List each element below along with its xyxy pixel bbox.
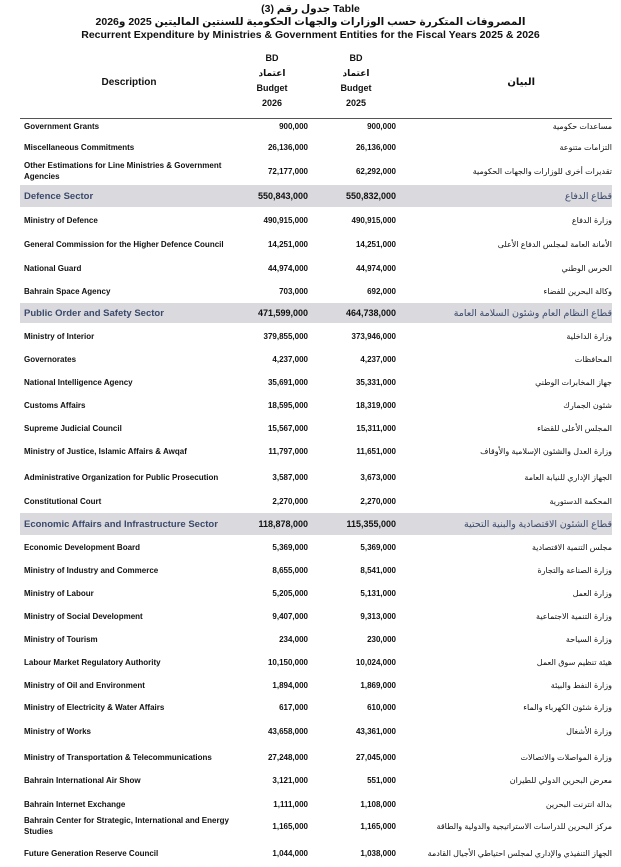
currency-label: BD: [265, 53, 279, 63]
value-2026: 11,797,000: [268, 446, 308, 456]
value-2026: 550,843,000: [257, 191, 308, 201]
row-description-ar: وكالة البحرين للفضاء: [543, 286, 612, 296]
value-2025: 44,974,000: [355, 263, 396, 273]
table-row: [20, 329, 612, 343]
value-2025: 5,369,000: [360, 542, 396, 552]
row-description-en: Ministry of Justice, Islamic Affairs & Awqaf: [24, 446, 187, 456]
table-row: [20, 632, 612, 646]
value-2026: 44,974,000: [267, 263, 308, 273]
row-description-en: Ministry of Electricity & Water Affairs: [24, 702, 165, 712]
table-row: [20, 773, 612, 787]
value-2025: 1,108,000: [360, 799, 396, 809]
row-description-en: Ministry of Tourism: [24, 634, 98, 644]
value-2026: 118,878,000: [258, 519, 308, 529]
table-row: [20, 609, 612, 623]
row-description-en: Government Grants: [24, 121, 100, 131]
table-row: [20, 750, 612, 764]
row-description-ar: مساعدات حكومية: [552, 121, 612, 131]
value-2026: 10,150,000: [267, 657, 308, 667]
budget-label: Budget: [256, 83, 288, 93]
year-label: 2026: [261, 98, 283, 108]
row-description-ar: التزامات متنوعة: [559, 142, 612, 152]
row-description-en: Ministry of Transportation & Telecommunications: [24, 752, 212, 762]
table-header: [0, 51, 621, 117]
row-description-en: Bahrain Center for Strategic, International and Energy Studies: [24, 816, 229, 836]
row-description-ar: الحرس الوطني: [561, 263, 612, 273]
value-2026: 3,121,000: [272, 775, 308, 785]
value-2026: 5,369,000: [272, 542, 308, 552]
value-2026: 5,205,000: [272, 588, 308, 598]
table-row: [20, 284, 612, 298]
table-row: [20, 700, 612, 714]
row-description-ar: وزارة السياحة: [565, 634, 612, 644]
table-row: [20, 797, 612, 811]
value-2025: 18,319,000: [355, 400, 396, 410]
row-description-en: Ministry of Oil and Environment: [24, 680, 145, 690]
row-description-ar: وزارة العمل: [572, 588, 612, 598]
value-2025: 2,270,000: [360, 496, 396, 506]
row-description-ar: المحكمة الدستورية: [549, 496, 612, 506]
value-2025: 464,738,000: [345, 308, 396, 318]
value-2025: 9,313,000: [360, 611, 396, 621]
row-description-en: Ministry of Social Development: [24, 611, 143, 621]
value-2026: 617,000: [279, 702, 308, 712]
row-description-en: Future Generation Reserve Council: [24, 848, 159, 858]
row-description-en: Miscellaneous Commitments: [24, 142, 135, 152]
row-description-ar: الأمانة العامة لمجلس الدفاع الأعلى: [497, 239, 612, 249]
row-description-ar: قطاع الشئون الاقتصادية والبنية التحتية: [464, 518, 612, 530]
row-description-ar: مركز البحرين للدراسات الاستراتيجية والدولية والطاقة: [436, 821, 612, 831]
row-description-ar: الجهاز التنفيذي والإداري لمجلس احتياطي الأجيال القادمة: [427, 848, 612, 858]
row-description-en: Ministry of Defence: [24, 215, 98, 225]
value-2025: 26,136,000: [355, 142, 396, 152]
value-2026: 490,915,000: [263, 215, 308, 225]
table-row: [20, 655, 612, 669]
value-2025: 1,165,000: [360, 821, 396, 831]
table-row: [20, 375, 612, 389]
column-2026-header: [242, 51, 302, 111]
value-2025: 1,038,000: [360, 848, 396, 858]
value-2026: 27,248,000: [267, 752, 308, 762]
row-description-ar: تقديرات أخرى للوزارات والجهات الحكومية: [472, 166, 612, 176]
approval-label: اعتماد: [342, 68, 370, 78]
row-description-en: Bahrain Space Agency: [24, 286, 111, 296]
value-2026: 703,000: [279, 286, 308, 296]
table-row: [20, 846, 612, 860]
value-2026: 9,407,000: [272, 611, 308, 621]
row-description-en: Ministry of Industry and Commerce: [24, 565, 159, 575]
row-description-ar: شئون الجمارك: [563, 400, 612, 410]
arabic-title: المصروفات المتكررة حسب الوزارات والجهات الحكومية للسنتين الماليتين 2025 و2026: [95, 16, 526, 28]
row-description-ar: الجهاز الإداري للنيابة العامة: [524, 472, 612, 482]
row-description-ar: وزارة المواصلات والاتصالات: [520, 752, 612, 762]
row-description-en: Ministry of Interior: [24, 331, 95, 341]
english-title: Recurrent Expenditure by Ministries & Government Entities for the Fiscal Years 2025 & 2026: [81, 29, 540, 41]
table-row: [20, 261, 612, 275]
currency-label: BD: [349, 53, 363, 63]
row-description-ar: وزارة الصناعة والتجارة: [537, 565, 612, 575]
table-row: [20, 540, 612, 554]
row-description-ar: جهاز المخابرات الوطني: [535, 377, 612, 387]
table-row: [20, 140, 612, 154]
table-row: [20, 444, 612, 458]
table-row: [20, 237, 612, 251]
row-description-ar: وزارة العدل والشئون الإسلامية والأوقاف: [480, 446, 612, 456]
value-2026: 43,658,000: [267, 726, 308, 736]
row-description-en: Governorates: [24, 354, 77, 364]
value-2025: 490,915,000: [351, 215, 396, 225]
value-2026: 1,111,000: [273, 799, 308, 809]
value-2025: 1,869,000: [360, 680, 396, 690]
value-2025: 35,331,000: [355, 377, 396, 387]
row-description-ar: وزارة الأشغال: [566, 726, 612, 736]
value-2026: 471,599,000: [257, 308, 308, 318]
row-description-en: Constitutional Court: [24, 496, 102, 506]
year-label: 2025: [345, 98, 367, 108]
table-row: [20, 398, 612, 412]
row-description-en: Administrative Organization for Public Prosecution: [24, 472, 219, 482]
row-description-ar: وزارة التنمية الاجتماعية: [536, 611, 612, 621]
value-2026: 8,655,000: [272, 565, 308, 575]
row-description-en: National Intelligence Agency: [24, 377, 133, 387]
row-description-en: Economic Affairs and Infrastructure Sector: [24, 518, 218, 530]
value-2026: 15,567,000: [267, 423, 308, 433]
row-description-en: National Guard: [24, 263, 82, 273]
value-2026: 26,136,000: [267, 142, 308, 152]
table-row: [20, 586, 612, 600]
value-2026: 18,595,000: [267, 400, 308, 410]
row-description-en: Economic Development Board: [24, 542, 141, 552]
table-row: [20, 421, 612, 435]
row-description-en: Labour Market Regulatory Authority: [24, 657, 161, 667]
table-row: [20, 352, 612, 366]
row-description-ar: المحافظات: [574, 354, 612, 364]
section-row: [20, 513, 612, 535]
row-description-en: Customs Affairs: [24, 400, 86, 410]
budget-label: Budget: [340, 83, 372, 93]
value-2025: 27,045,000: [355, 752, 396, 762]
table-row: [20, 813, 612, 839]
table-row: [20, 678, 612, 692]
row-description-ar: وزارة النفط والبيئة: [550, 680, 612, 690]
row-description-ar: هيئة تنظيم سوق العمل: [536, 657, 612, 667]
value-2026: 4,237,000: [272, 354, 308, 364]
row-description-en: Bahrain International Air Show: [24, 775, 141, 785]
value-2026: 3,587,000: [272, 472, 308, 482]
value-2026: 1,894,000: [272, 680, 308, 690]
row-description-en: General Commission for the Higher Defence Council: [24, 239, 224, 249]
value-2025: 610,000: [367, 702, 396, 712]
value-2025: 900,000: [367, 121, 396, 131]
row-description-en: Other Estimations for Line Ministries & Government Agencies: [24, 161, 222, 181]
value-2025: 8,541,000: [360, 565, 396, 575]
table-row: [20, 470, 612, 484]
table-row: [20, 724, 612, 738]
value-2026: 1,044,000: [272, 848, 308, 858]
value-2025: 62,292,000: [355, 166, 396, 176]
value-2025: 4,237,000: [360, 354, 396, 364]
row-description-ar: مجلس التنمية الاقتصادية: [531, 542, 612, 552]
value-2025: 692,000: [367, 286, 396, 296]
value-2026: 1,165,000: [272, 821, 308, 831]
row-description-en: Ministry of Works: [24, 726, 91, 736]
value-2026: 234,000: [279, 634, 308, 644]
row-description-ar: وزارة الدفاع: [571, 215, 612, 225]
value-2025: 551,000: [367, 775, 396, 785]
approval-label: اعتماد: [258, 68, 286, 78]
table-row: [20, 494, 612, 508]
table-row: [20, 158, 612, 184]
section-row: [20, 303, 612, 323]
section-row: [20, 185, 612, 207]
description-header: Description: [101, 77, 157, 88]
row-description-ar: وزارة الداخلية: [566, 331, 612, 341]
table-row: [20, 119, 612, 133]
value-2025: 10,024,000: [355, 657, 396, 667]
table-number: جدول رقم (3) Table: [261, 3, 360, 15]
arabic-description-header: البيان: [507, 77, 535, 88]
value-2025: 43,361,000: [355, 726, 396, 736]
row-description-ar: المجلس الأعلى للقضاء: [537, 423, 612, 433]
value-2026: 900,000: [279, 121, 308, 131]
row-description-en: Bahrain Internet Exchange: [24, 799, 126, 809]
row-description-ar: وزارة شئون الكهرباء والماء: [523, 702, 612, 712]
row-description-en: Public Order and Safety Sector: [24, 307, 164, 319]
row-description-en: Ministry of Labour: [24, 588, 94, 598]
value-2025: 550,832,000: [345, 191, 396, 201]
value-2025: 5,131,000: [360, 588, 396, 598]
row-description-en: Supreme Judicial Council: [24, 423, 122, 433]
value-2026: 35,691,000: [267, 377, 308, 387]
value-2025: 11,651,000: [356, 446, 396, 456]
value-2025: 3,673,000: [360, 472, 396, 482]
value-2026: 2,270,000: [272, 496, 308, 506]
table-title-block: [0, 3, 621, 42]
value-2026: 72,177,000: [267, 166, 308, 176]
value-2025: 373,946,000: [351, 331, 396, 341]
row-description-ar: قطاع الدفاع: [564, 190, 612, 202]
value-2025: 14,251,000: [355, 239, 396, 249]
value-2025: 230,000: [367, 634, 396, 644]
table-row: [20, 213, 612, 227]
row-description-ar: معرض البحرين الدولي للطيران: [509, 775, 612, 785]
table-row: [20, 563, 612, 577]
row-description-en: Defence Sector: [24, 190, 94, 202]
row-description-ar: بدالة انترنت البحرين: [545, 799, 612, 809]
row-description-ar: قطاع النظام العام وشئون السلامة العامة: [453, 307, 612, 319]
value-2025: 15,311,000: [356, 423, 396, 433]
value-2026: 379,855,000: [263, 331, 308, 341]
value-2026: 14,251,000: [267, 239, 308, 249]
value-2025: 115,355,000: [346, 519, 396, 529]
column-2025-header: [326, 51, 386, 111]
